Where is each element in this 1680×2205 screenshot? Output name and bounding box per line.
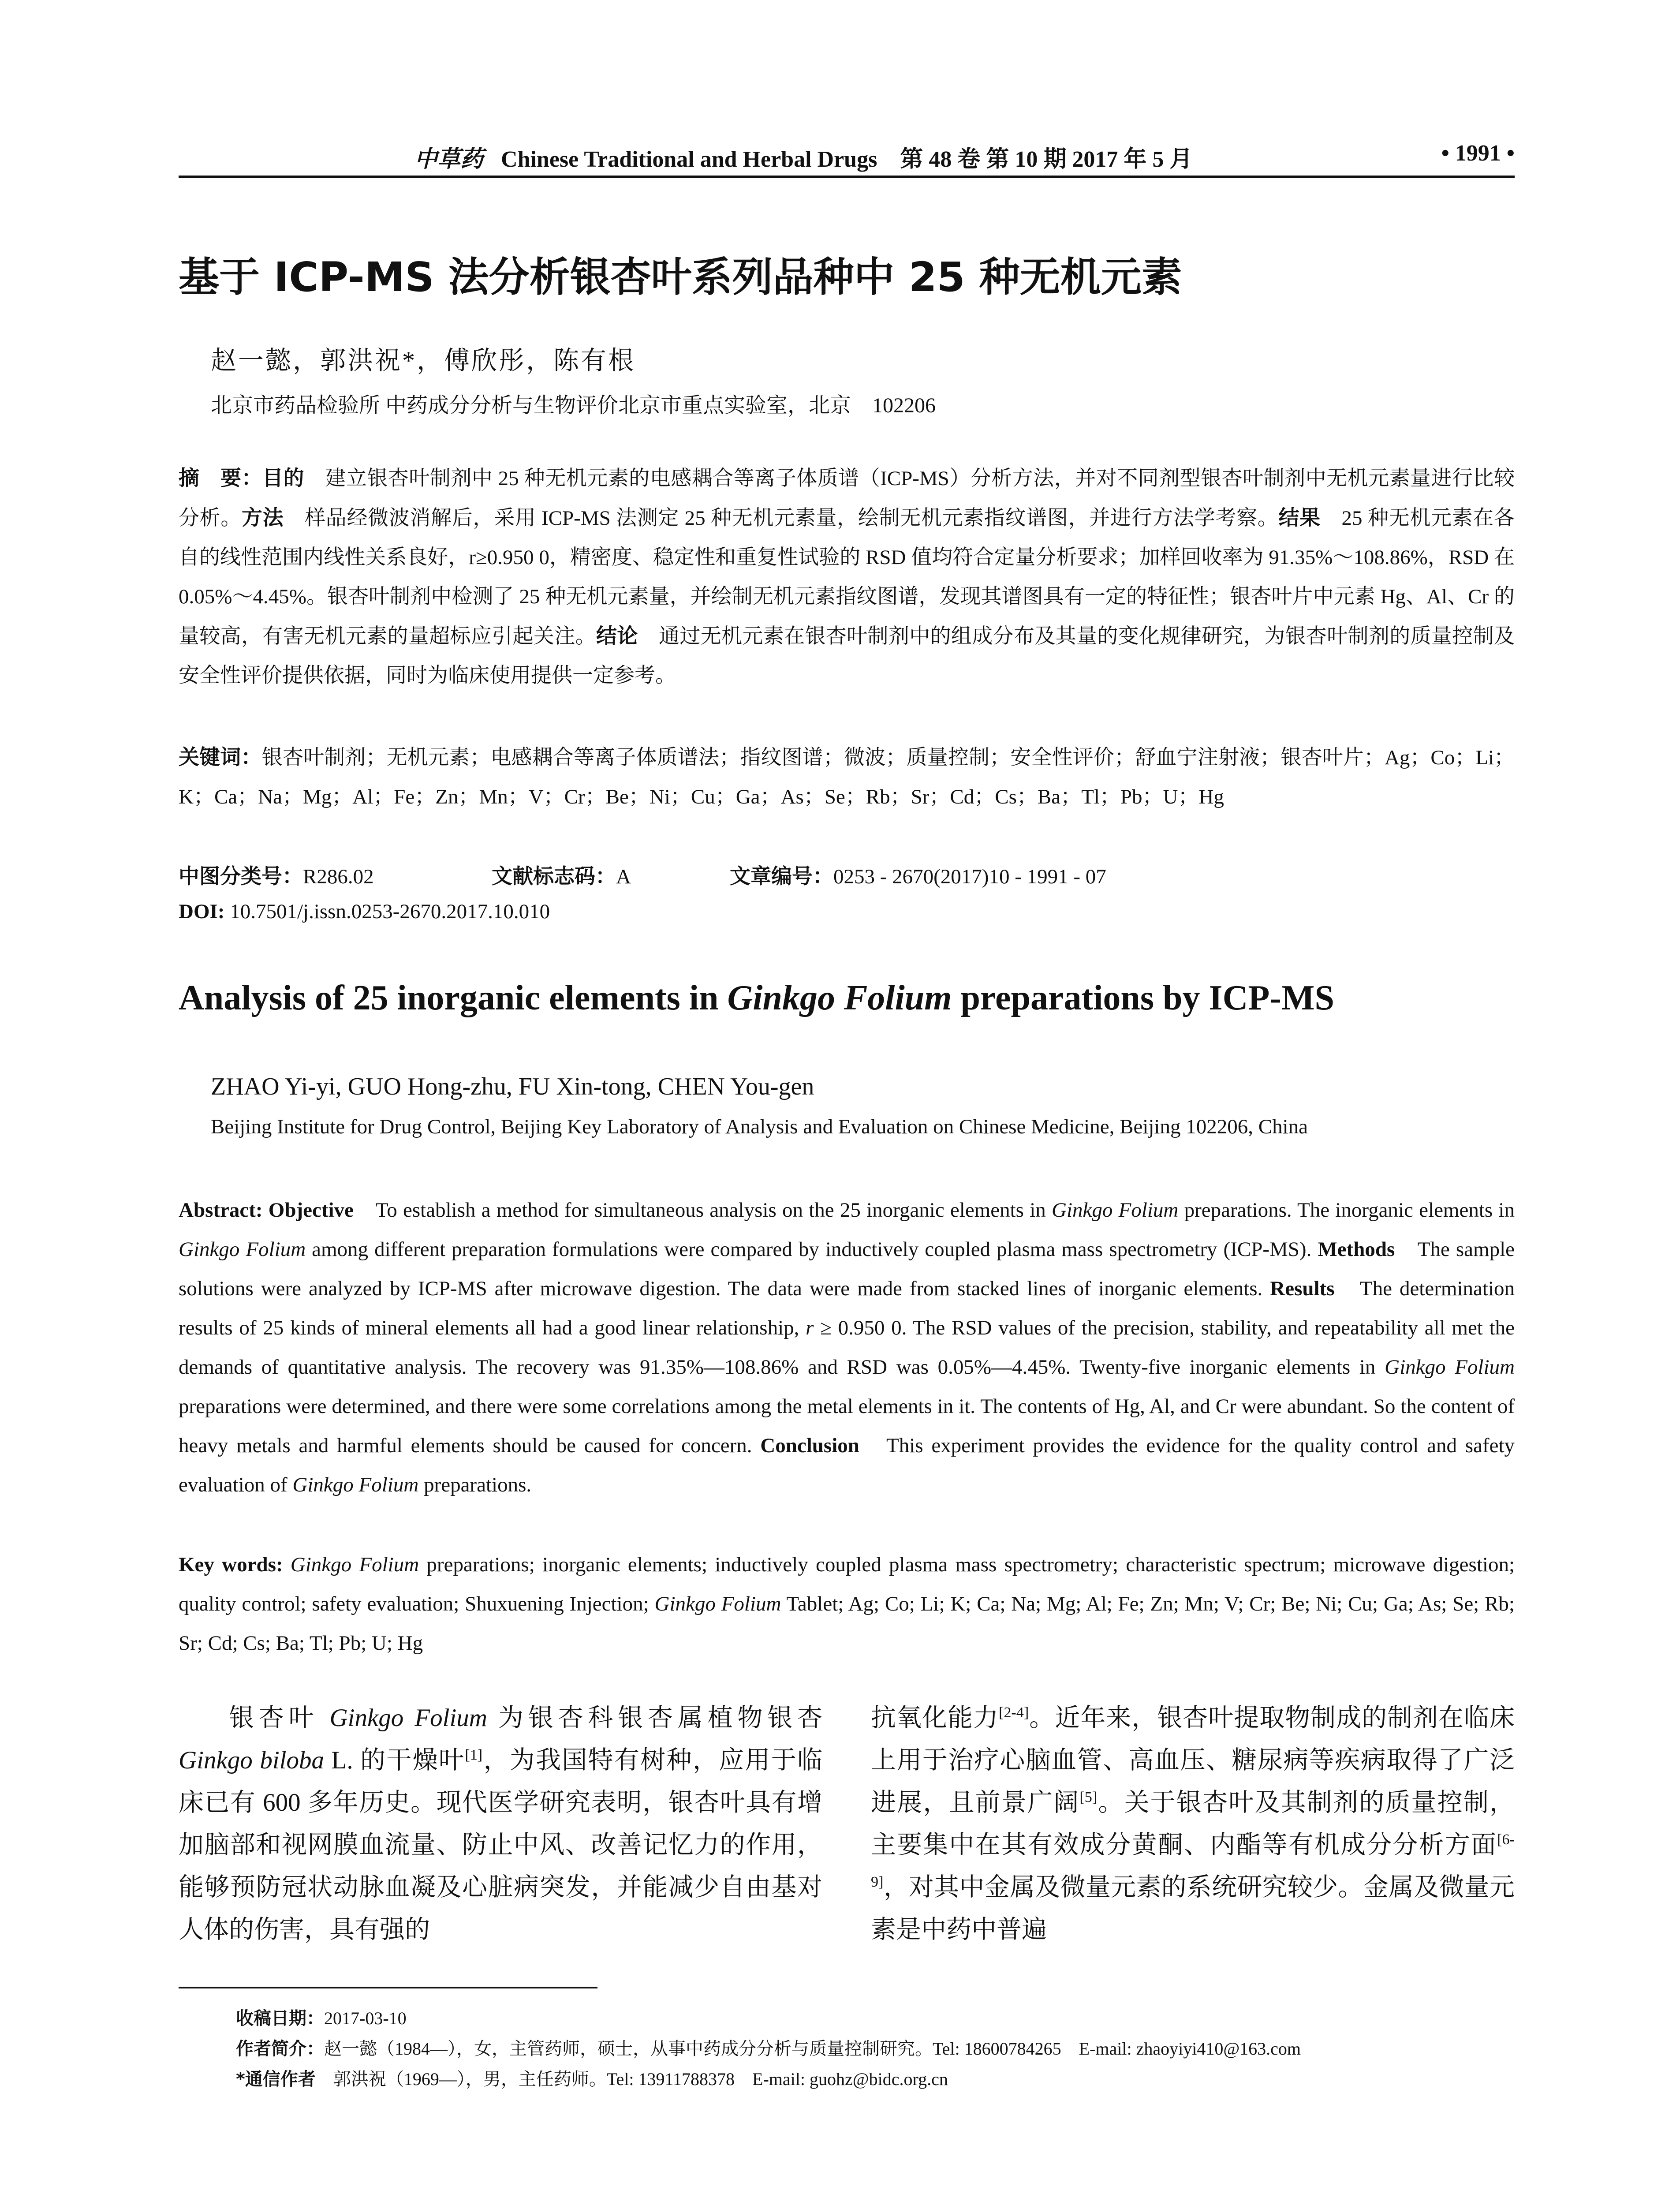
- conclusion-text-en: This experiment provides the evidence for the quality control and safety evaluation of: [179, 1434, 1515, 1496]
- results-text-en: The determination results of 25 kinds of mineral elements all had a good linear relationship,: [179, 1277, 1515, 1339]
- species-name: Ginkgo Folium: [1385, 1356, 1515, 1379]
- corr-value: 郭洪祝（1969—），男，主任药师。Tel: 13911788378 E-mail: guohz@bidc.org.cn: [315, 2069, 948, 2089]
- abstract-cn-label: 摘 要：: [179, 466, 262, 490]
- species-name: Ginkgo Folium: [179, 1238, 306, 1261]
- doi-line: [179, 900, 550, 923]
- results-text-cn: 25 种无机元素在各自的线性范围内线性关系良好，r≥0.950 0，精密度、稳定性和重复性试验的 RSD 值均符合定量分析要求；加样回收率为 91.35%～108.86%，RSD 在 0.05%～4.45%。银杏叶制剂中检测了 25 种无机元素量，并绘制无机元素指纹图谱，发现其谱图具有一定的特征性；银杏叶片中元素 Hg、Al、Cr 的量较高，有害无机元素的量超标应引起关注。: [179, 507, 1515, 648]
- body-text: 银杏叶: [229, 1704, 330, 1732]
- author-bio-value: 赵一懿（1984—），女，主管药师，硕士，从事中药成分分析与质量控制研究。Tel: 18600784265 E-mail: zhaoyiyi410@163.com: [324, 2039, 1301, 2059]
- article-title-cn: 基于 ICP-MS 法分析银杏叶系列品种中 25 种无机元素: [179, 254, 1182, 301]
- keywords-en-label: Key words:: [179, 1553, 283, 1576]
- title-en-part: preparations by ICP-MS: [952, 979, 1334, 1017]
- running-header: [179, 140, 1515, 171]
- article-no-value: 0253 - 2670(2017)10 - 1991 - 07: [833, 865, 1106, 888]
- results-text-en: ≥ 0.950 0. The RSD values of the precision, stability, and repeatability all met the demands of quantitative analysis. The recovery was 91.35%—108.86% and RSD was 0.05%—4.45%. Twenty-five inorganic elements in: [179, 1316, 1515, 1379]
- results-label-cn: 结果: [1278, 506, 1321, 530]
- citation-ref[interactable]: [1]: [465, 1747, 483, 1763]
- body-text: 抗氧化能力: [871, 1704, 999, 1732]
- body-text: ，对其中金属及微量元素的系统研究较少。金属及微量元素是中药中普遍: [871, 1873, 1515, 1943]
- abstract-en: [179, 1191, 1515, 1505]
- doc-code-label: 文献标志码：: [492, 864, 616, 889]
- classification-line: [179, 860, 1515, 895]
- doi-label: DOI:: [179, 900, 225, 923]
- page-number: • 1991 •: [1441, 141, 1515, 166]
- received-label: 收稿日期：: [236, 2008, 324, 2029]
- doi-value[interactable]: 10.7501/j.issn.0253-2670.2017.10.010: [224, 900, 550, 923]
- keywords-cn-label: 关键词：: [179, 745, 262, 770]
- objective-text-cn: 建立银杏叶制剂中 25 种无机元素的电感耦合等离子体质谱（ICP-MS）分析方法，并对不同剂型银杏叶制剂中无机元素量进行比较分析。: [179, 467, 1515, 530]
- article-title-en: [179, 978, 1515, 1018]
- abstract-en-label: Abstract: Objective: [179, 1199, 354, 1222]
- keywords-en: [179, 1545, 1515, 1663]
- results-text-en: preparations were determined, and there were some correlations among the metal elements in it. The contents of Hg, Al, and Cr were abundant. So the content of heavy metals and harmful elements should be caused for concern.: [179, 1395, 1515, 1457]
- clc-number: [179, 860, 374, 889]
- abstract-cn: [179, 459, 1515, 695]
- footnote-corresponding-author: [236, 2065, 948, 2090]
- affiliation-cn: 北京市药品检验所 中药成分分析与生物评价北京市重点实验室，北京 102206: [211, 394, 936, 417]
- citation-ref[interactable]: [5]: [1079, 1789, 1098, 1805]
- journal-line: [414, 140, 1192, 173]
- author-bio-label: 作者简介：: [236, 2039, 324, 2059]
- conclusion-text-en: preparations.: [418, 1473, 532, 1496]
- methods-label-en: Methods: [1318, 1238, 1395, 1261]
- citation-ref[interactable]: [2-4]: [998, 1704, 1029, 1721]
- corr-label: *通信作者: [236, 2069, 316, 2089]
- variable-r: r: [806, 1316, 814, 1339]
- title-en-part: Analysis of 25 inorganic elements in: [179, 979, 728, 1017]
- abstract-en-text: among different preparation formulations were compared by inductively coupled plasma mass spectrometry (ICP-MS).: [306, 1238, 1318, 1261]
- body-text: L. 的干燥叶: [324, 1746, 465, 1774]
- keywords-cn-text: 银杏叶制剂；无机元素；电感耦合等离子体质谱法；指纹图谱；微波；质量控制；安全性评价；舒血宁注射液；银杏叶片；Ag；Co；Li；K；Ca；Na；Mg；Al；Fe；Zn；Mn；V；Cr；Be；Ni；Cu；Ga；As；Se；Rb；Sr；Cd；Cs；Ba；Tl；Pb；U；Hg: [179, 746, 1515, 808]
- authors-en: ZHAO Yi-yi, GUO Hong-zhu, FU Xin-tong, CHEN You-gen: [211, 1073, 814, 1100]
- species-name: Ginkgo Folium: [654, 1592, 781, 1615]
- objective-label-cn: 目的: [262, 466, 304, 490]
- body-text: 为银杏科银杏属植物银杏: [487, 1704, 823, 1732]
- body-text: ，为我国特有树种，应用于临床已有 600 多年历史。现代医学研究表明，银杏叶具有增加脑部和视网膜血流量、防止中风、改善记忆力的作用，能够预防冠状动脉血凝及心脏病突发，并能减少自由基对人体的伤害，具有强的: [179, 1746, 822, 1943]
- abstract-en-text: preparations. The inorganic elements in: [1178, 1199, 1515, 1222]
- received-value: 2017-03-10: [324, 2008, 407, 2028]
- abstract-en-text: To establish a method for simultaneous analysis on the 25 inorganic elements in: [353, 1199, 1052, 1222]
- species-name: Ginkgo Folium: [283, 1553, 419, 1576]
- methods-label-cn: 方法: [242, 506, 284, 530]
- footnote-rule: [179, 1987, 597, 1988]
- doc-code-value: A: [616, 865, 631, 888]
- species-name: Ginkgo Folium: [1051, 1199, 1179, 1222]
- keywords-cn: [179, 738, 1515, 817]
- journal-issue: Chinese Traditional and Herbal Drugs 第 48 卷 第 10 期 2017 年 5 月: [501, 147, 1193, 172]
- citation-ref[interactable]: [6-9]: [871, 1831, 1515, 1890]
- clc-value: R286.02: [303, 865, 374, 888]
- species-name: Ginkgo Folium: [292, 1473, 419, 1496]
- conclusion-label-en: Conclusion: [760, 1434, 859, 1457]
- journal-logo: 中草药: [414, 146, 484, 172]
- keywords-en-text: preparations; inorganic elements; inductively coupled plasma mass spectrometry; characteristic spectrum; microwave digestion; quality control; safety evaluation; Shuxuening Injection;: [179, 1553, 1515, 1615]
- footnote-received: [236, 2004, 407, 2029]
- article-no-label: 文章编号：: [730, 864, 833, 889]
- header-rule: [179, 176, 1515, 178]
- results-label-en: Results: [1270, 1277, 1335, 1300]
- body-column-left: [179, 1697, 822, 1951]
- conclusion-text-cn: 通过无机元素在银杏叶制剂中的组成分布及其量的变化规律研究，为银杏叶制剂的质量控制及安全性评价提供依据，同时为临床使用提供一定参考。: [179, 625, 1515, 687]
- affiliation-en: Beijing Institute for Drug Control, Beijing Key Laboratory of Analysis and Evaluation on Chinese Medicine, Beijing 102206, China: [211, 1115, 1308, 1138]
- body-text: 。近年来，银杏叶提取物制成的制剂在临床上用于治疗心脑血管、高血压、糖尿病等疾病取得了广泛进展，且前景广阔: [871, 1704, 1515, 1816]
- body-text: 。关于银杏叶及其制剂的质量控制，主要集中在其有效成分黄酮、内酯等有机成分分析方面: [871, 1789, 1515, 1859]
- species-name: Ginkgo biloba: [179, 1746, 325, 1774]
- clc-label: 中图分类号：: [179, 864, 303, 889]
- article-number: [730, 860, 1106, 889]
- methods-text-en: The sample solutions were analyzed by ICP-MS after microwave digestion. The data were made from stacked lines of inorganic elements.: [179, 1238, 1515, 1300]
- title-en-italic: Ginkgo Folium: [727, 979, 952, 1017]
- keywords-en-text: Tablet; Ag; Co; Li; K; Ca; Na; Mg; Al; Fe; Zn; Mn; V; Cr; Be; Ni; Cu; Ga; As; Se; Rb; Sr; Cd; Cs; Ba; Tl; Pb; U; Hg: [179, 1592, 1515, 1655]
- body-column-right: [871, 1697, 1515, 1951]
- document-code: [492, 860, 631, 889]
- authors-cn: 赵一懿，郭洪祝*，傅欣彤，陈有根: [211, 346, 636, 375]
- methods-text-cn: 样品经微波消解后，采用 ICP-MS 法测定 25 种无机元素量，绘制无机元素指纹谱图，并进行方法学考察。: [284, 507, 1279, 530]
- species-name: Ginkgo Folium: [329, 1704, 487, 1732]
- conclusion-label-cn: 结论: [596, 624, 638, 648]
- footnote-author-bio: [236, 2035, 1301, 2060]
